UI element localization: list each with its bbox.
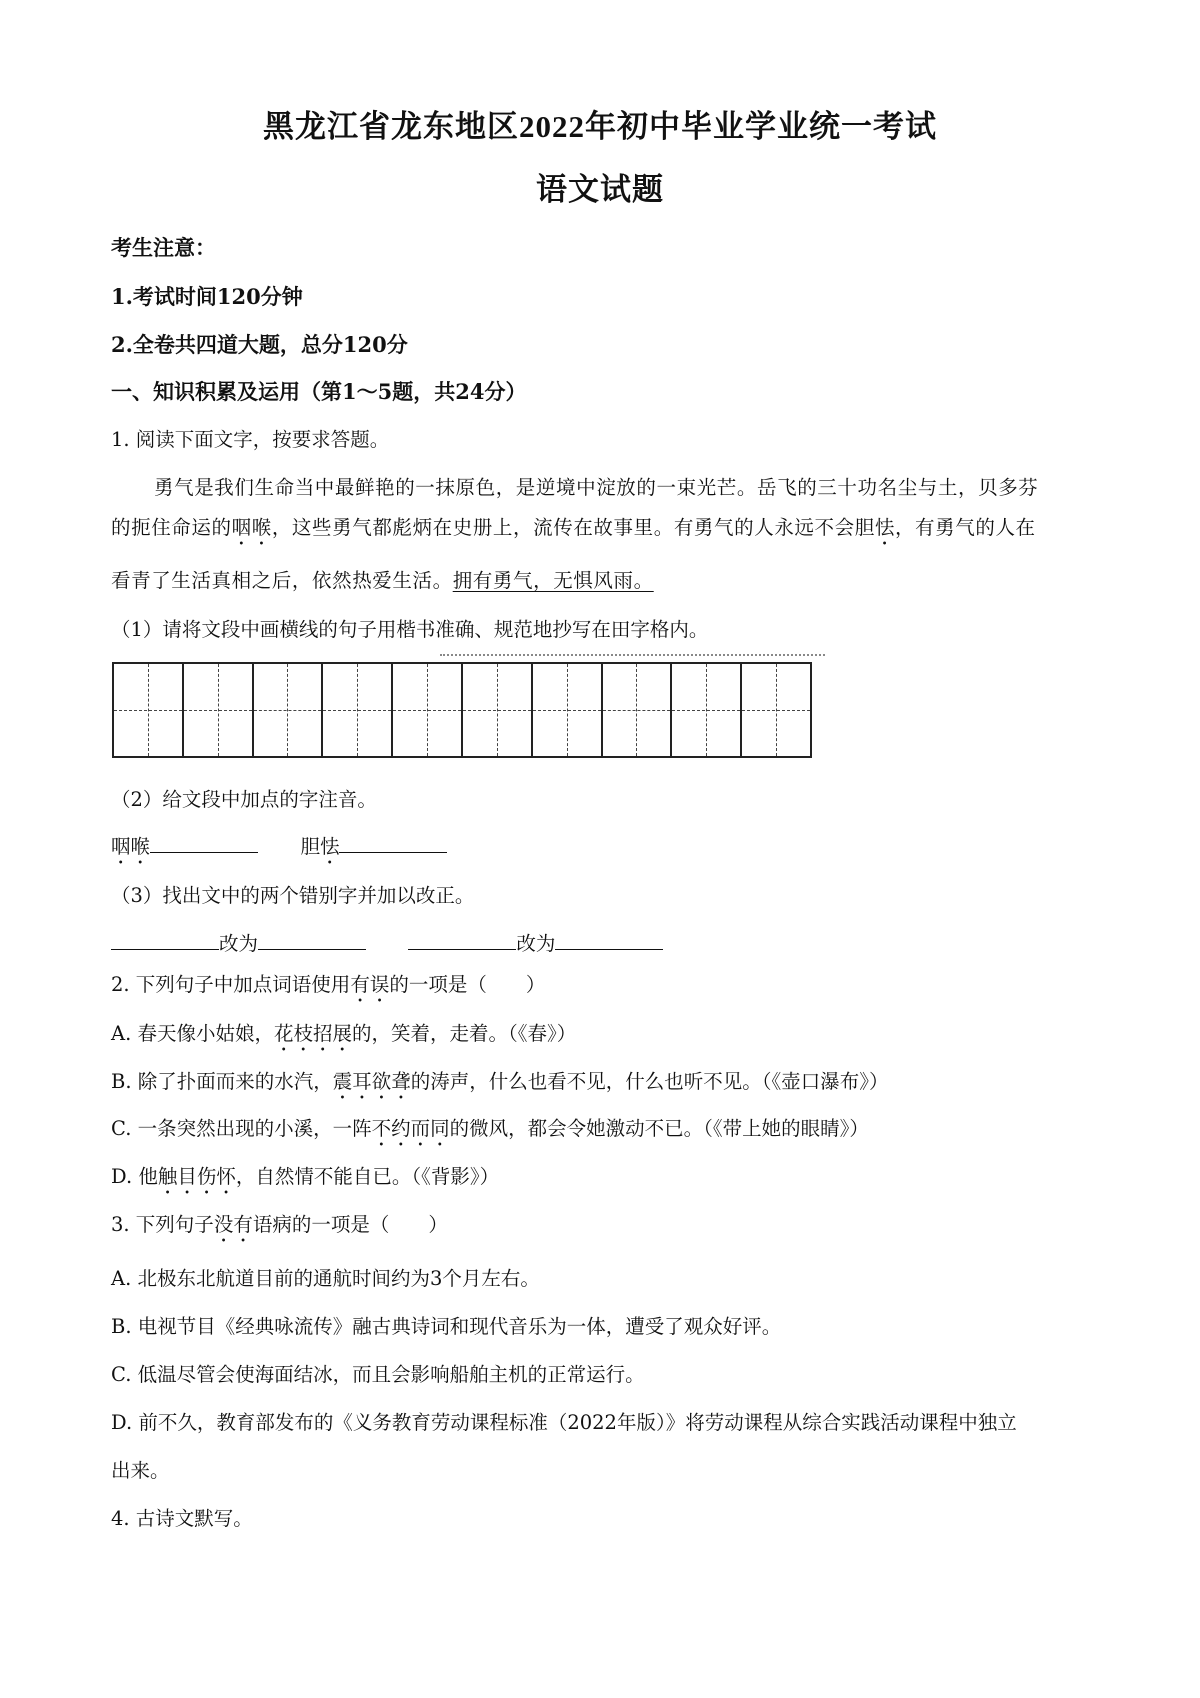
q1-sub3: （3）找出文中的两个错别字并加以改正。 — [111, 884, 475, 907]
q1-stem: 1. 阅读下面文字，按要求答题。 — [111, 428, 390, 451]
q3-option-d-line-1: D. 前不久，教育部发布的《义务教育劳动课程标准（2022年版）》将劳动课程从综合实践活动课程中独立 — [111, 1411, 1017, 1434]
grid-cell[interactable] — [114, 664, 184, 756]
grid-cell[interactable] — [254, 664, 324, 756]
notice-heading: 考生注意： — [111, 235, 216, 260]
grid-cell[interactable] — [742, 664, 810, 756]
answer-blank[interactable] — [408, 931, 516, 950]
q2-stem: 2. 下列句子中加点词语使用有误的一项是（ ） — [111, 973, 546, 996]
answer-blank[interactable] — [111, 931, 219, 950]
section1-heading: 一、知识积累及运用（第1～5题，共24分） — [111, 379, 527, 404]
q2-option-c: C. 一条突然出现的小溪，一阵不约而同的微风，都会令她激动不已。（《带上她的眼睛》） — [111, 1117, 869, 1140]
answer-blank[interactable] — [150, 834, 258, 853]
exam-subtitle: 语文试题 — [536, 172, 664, 207]
q3-option-d-line-2: 出来。 — [111, 1459, 170, 1482]
grid-cell[interactable] — [184, 664, 254, 756]
underlined-sentence: 拥有勇气，无惧风雨。 — [452, 569, 654, 592]
grid-cell[interactable] — [323, 664, 393, 756]
grid-cell[interactable] — [533, 664, 603, 756]
q2-option-a: A. 春天像小姑娘，花枝招展的，笑着，走着。（《春》） — [111, 1022, 577, 1045]
dotted-word-yanhou: 咽喉 — [231, 516, 272, 539]
tianzige-grid[interactable] — [112, 662, 812, 758]
exam-title: 黑龙江省龙东地区2022年初中毕业学业统一考试 — [263, 109, 937, 144]
grid-cell[interactable] — [393, 664, 463, 756]
dotted-word-qie: 怯 — [874, 516, 895, 539]
grid-cell[interactable] — [672, 664, 742, 756]
notice-item-1: 1.考试时间120分钟 — [111, 284, 303, 309]
notice-item-2: 2.全卷共四道大题，总分120分 — [111, 332, 408, 357]
q3-option-c: C. 低温尽管会使海面结冰，而且会影响船舶主机的正常运行。 — [111, 1363, 645, 1386]
scan-artifact — [440, 654, 825, 660]
q1-sub2-answers: 咽喉 胆怯 — [111, 831, 447, 869]
q1-passage-line-1: 勇气是我们生命当中最鲜艳的一抹原色，是逆境中淀放的一束光芒。岳飞的三十功名尘与土，贝多芬 — [154, 476, 1039, 499]
q1-passage-line-3: 看青了生活真相之后，依然热爱生活。拥有勇气，无惧风雨。 — [111, 569, 654, 592]
q1-passage-line-2: 的扼住命运的咽喉，这些勇气都彪炳在史册上，流传在故事里。有勇气的人永远不会胆怯，有勇气的人在 — [111, 516, 1036, 539]
answer-blank[interactable] — [555, 931, 663, 950]
q1-sub2: （2）给文段中加点的字注音。 — [111, 788, 377, 811]
q1-sub1: （1）请将文段中画横线的句子用楷书准确、规范地抄写在田字格内。 — [111, 618, 709, 641]
q1-sub3-answers: 改为 改为 — [111, 928, 663, 956]
q3-option-a: A. 北极东北航道目前的通航时间约为3个月左右。 — [111, 1267, 540, 1290]
grid-cell[interactable] — [603, 664, 673, 756]
answer-blank[interactable] — [258, 931, 366, 950]
grid-cell[interactable] — [463, 664, 533, 756]
answer-blank[interactable] — [339, 834, 447, 853]
q3-option-b: B. 电视节目《经典咏流传》融古典诗词和现代音乐为一体，遭受了观众好评。 — [111, 1315, 782, 1338]
q4-stem: 4. 古诗文默写。 — [111, 1507, 253, 1530]
q3-stem: 3. 下列句子没有语病的一项是（ ） — [111, 1213, 448, 1236]
q2-option-b: B. 除了扑面而来的水汽，震耳欲聋的涛声，什么也看不见，什么也听不见。（《壶口瀑布》） — [111, 1070, 889, 1093]
q2-option-d: D. 他触目伤怀，自然情不能自已。（《背影》） — [111, 1165, 500, 1188]
